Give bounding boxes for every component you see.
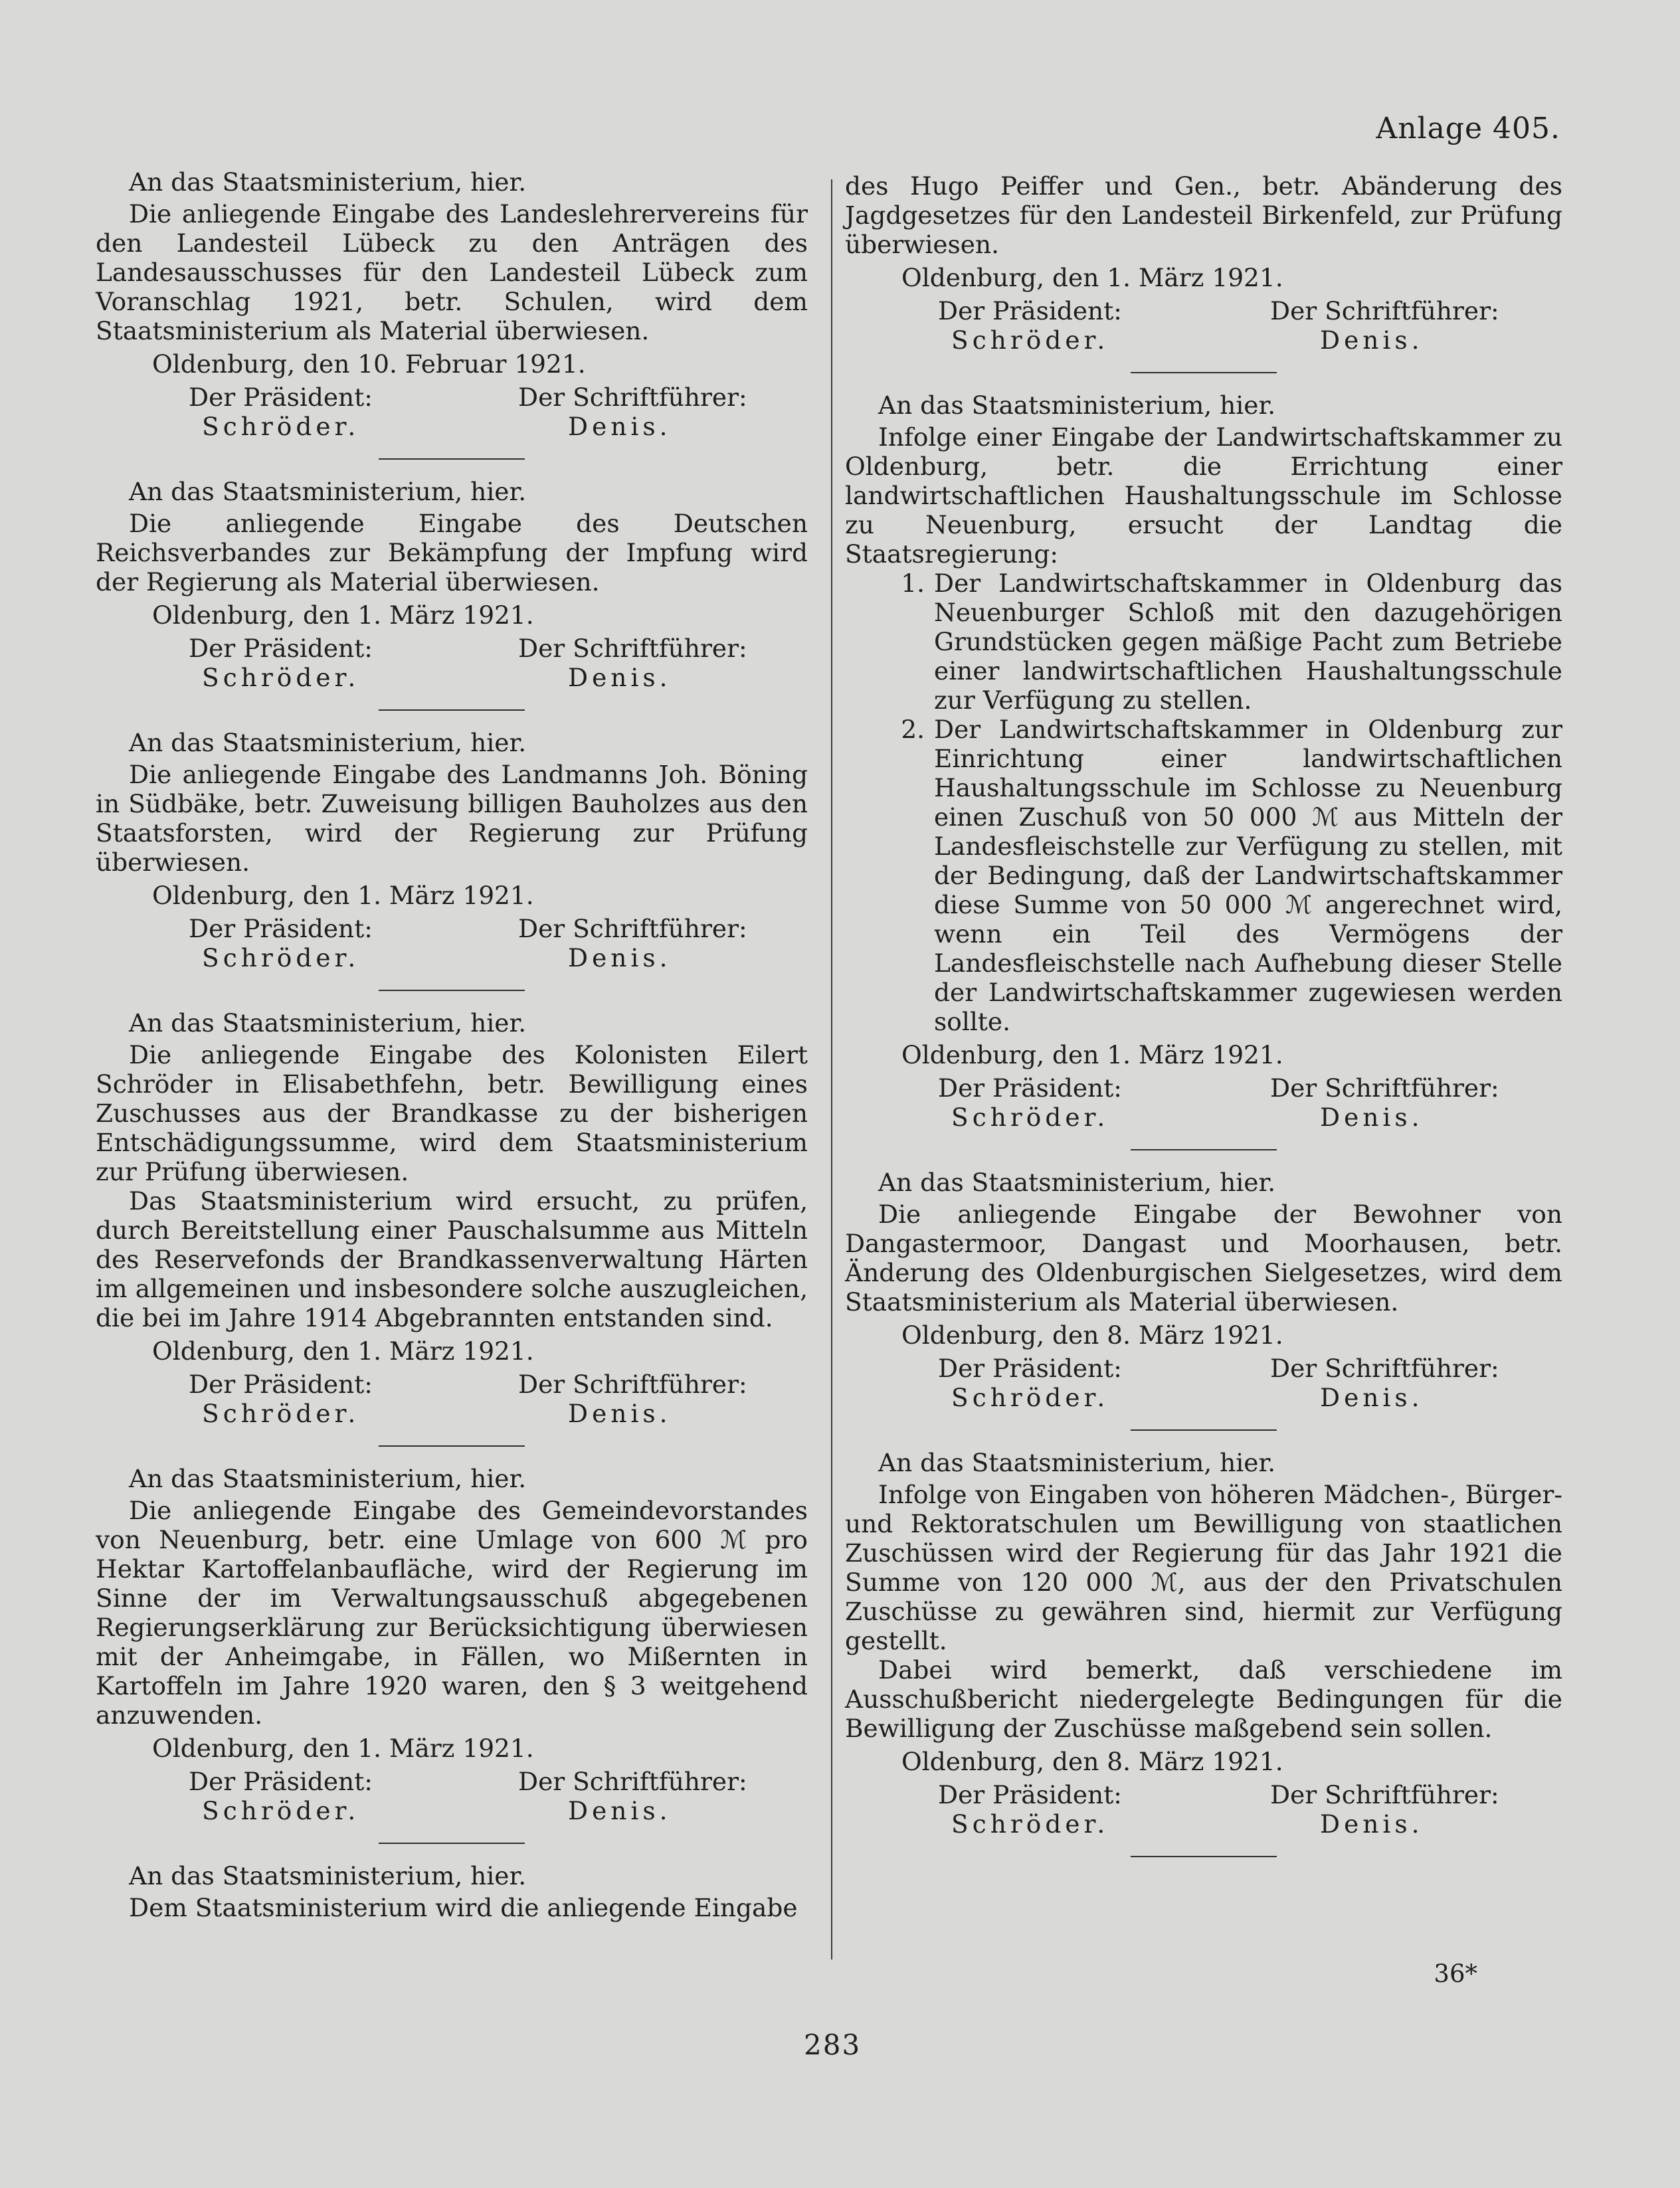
signature-block: [96, 383, 808, 441]
secretary-label: Der Schriftführer:: [518, 1370, 747, 1399]
resolution-section: [96, 1464, 808, 1825]
addressee-line: An das Staatsministerium, hier.: [129, 477, 527, 506]
continuation-text: [845, 171, 1562, 259]
president-name: Schröder.: [202, 412, 360, 441]
resolution-section: [845, 1448, 1562, 1839]
president-name: Schröder.: [202, 1796, 360, 1825]
president-name: Schröder.: [951, 1809, 1109, 1839]
section-rule: [379, 458, 525, 460]
president-name: Schröder.: [951, 1383, 1109, 1412]
president-name: Schröder.: [202, 663, 360, 692]
resolution-text: [96, 1040, 808, 1332]
item-number: 2.: [901, 715, 925, 744]
page-header: Anlage 405.: [1376, 112, 1560, 145]
secretary-label: Der Schriftführer:: [1270, 1780, 1499, 1809]
secretary-name: Denis.: [568, 1796, 672, 1825]
signature-block: [96, 634, 808, 692]
signature-block: [845, 296, 1562, 355]
paragraph: Infolge einer Eingabe der Landwirtschaftskammer zu Oldenburg, betr. die Errichtung einer landwirtschaftlichen Haushaltungsschule im Schlosse zu Neuenburg, ersucht der Landtag die Staatsregierung:: [845, 422, 1562, 569]
date-line: Oldenburg, den 1. März 1921.: [901, 263, 1283, 292]
signature-block: [845, 1780, 1562, 1839]
section-rule: [379, 709, 525, 711]
president-label: Der Präsident:: [938, 1780, 1122, 1809]
date-line: Oldenburg, den 8. März 1921.: [901, 1321, 1283, 1350]
secretary-label: Der Schriftführer:: [518, 634, 747, 663]
continuation-paragraph: des Hugo Peiffer und Gen., betr. Abänderung des Jagdgesetzes für den Landesteil Birkenfeld, zur Prüfung überwiesen.: [845, 171, 1562, 259]
numbered-list: [845, 569, 1562, 1036]
right-column: [845, 171, 1562, 1874]
addressee-line: An das Staatsministerium, hier.: [129, 1861, 527, 1890]
item-text: Der Landwirtschaftskammer in Oldenburg das Neuenburger Schloß mit den dazugehörigen Grundstücken gegen mäßige Pacht zum Betriebe einer landwirtschaftlichen Haushaltungsschule zur Verfügung zu stellen.: [934, 569, 1562, 715]
date-line: Oldenburg, den 1. März 1921.: [152, 1734, 534, 1763]
resolution-text: [96, 1893, 808, 1922]
date-line: Oldenburg, den 1. März 1921.: [152, 600, 534, 630]
president-label: Der Präsident:: [938, 1073, 1122, 1103]
addressee-line: An das Staatsministerium, hier.: [129, 728, 527, 757]
secretary-name: Denis.: [1320, 1809, 1424, 1839]
paragraph: Die anliegende Eingabe der Bewohner von Dangastermoor, Dangast und Moorhausen, betr. Änderung des Oldenburgischen Sielgesetzes, wird dem Staatsministerium als Material überwiesen.: [845, 1200, 1562, 1317]
signature-block: [96, 914, 808, 972]
date-line: Oldenburg, den 1. März 1921.: [152, 881, 534, 910]
addressee-line: An das Staatsministerium, hier.: [129, 1008, 527, 1038]
president-label: Der Präsident:: [189, 1370, 373, 1399]
signature-block: [96, 1767, 808, 1825]
paragraph: Die anliegende Eingabe des Landmanns Joh. Böning in Südbäke, betr. Zuweisung billigen Bauholzes aus den Staatsforsten, wird der Regierung zur Prüfung überwiesen.: [96, 760, 808, 877]
secretary-label: Der Schriftführer:: [518, 914, 747, 943]
item-text: Der Landwirtschaftskammer in Oldenburg zur Einrichtung einer landwirtschaftlichen Haushaltungsschule im Schlosse zu Neuenburg einen Zuschuß von 50 000 ℳ aus Mitteln der Landesfleischstelle zur Verfügung zu stellen, mit der Bedingung, daß der Landwirtschaftskammer diese Summe von 50 000 ℳ angerechnet wird, wenn ein Teil des Vermögens der Landesfleischstelle nach Aufhebung dieser Stelle der Landwirtschaftskammer zugewiesen werden sollte.: [934, 715, 1562, 1036]
date-line: Oldenburg, den 1. März 1921.: [152, 1336, 534, 1366]
addressee-line: An das Staatsministerium, hier.: [878, 1168, 1276, 1197]
president-label: Der Präsident:: [938, 1354, 1122, 1383]
paragraph: Dabei wird bemerkt, daß verschiedene im Ausschußbericht niedergelegte Bedingungen für die Bewilligung der Zuschüsse maßgebend sein sollen.: [845, 1655, 1562, 1743]
section-rule: [1131, 372, 1277, 373]
addressee-line: An das Staatsministerium, hier.: [878, 391, 1276, 420]
section-rule: [379, 1445, 525, 1447]
section-rule: [379, 990, 525, 991]
column-divider: [831, 179, 832, 1960]
paragraph: Dem Staatsministerium wird die anliegende Eingabe: [129, 1893, 798, 1922]
page-number: 283: [804, 2029, 862, 2061]
resolution-text: [96, 760, 808, 877]
secretary-name: Denis.: [568, 412, 672, 441]
paragraph: Die anliegende Eingabe des Kolonisten Eilert Schröder in Elisabethfehn, betr. Bewilligung eines Zuschusses aus der Brandkasse zu der bisherigen Entschädigungssumme, wird dem Staatsministerium zur Prüfung überwiesen.: [96, 1040, 808, 1186]
paragraph: Infolge von Eingaben von höheren Mädchen-, Bürger- und Rektoratschulen um Bewilligung von staatlichen Zuschüssen wird der Regierung für das Jahr 1921 die Summe von 120 000 ℳ, aus der den Privatschulen Zuschüsse zu gewähren sind, hiermit zur Verfügung gestellt.: [845, 1480, 1562, 1655]
president-label: Der Präsident:: [189, 914, 373, 943]
date-line: Oldenburg, den 8. März 1921.: [901, 1747, 1283, 1776]
left-column: [96, 167, 808, 1922]
secretary-name: Denis.: [568, 663, 672, 692]
president-label: Der Präsident:: [938, 296, 1122, 325]
resolution-text: [96, 509, 808, 596]
list-item: [845, 715, 1562, 1036]
resolution-section: [845, 1168, 1562, 1412]
resolution-text: [845, 1200, 1562, 1317]
list-item: [845, 569, 1562, 715]
section-rule: [1131, 1429, 1277, 1431]
resolution-section: [96, 1008, 808, 1428]
paragraph: Die anliegende Eingabe des Landeslehrervereins für den Landesteil Lübeck zu den Anträgen des Landesausschusses für den Landesteil Lübeck zum Voranschlag 1921, betr. Schulen, wird dem Staatsministerium als Material überwiesen.: [96, 199, 808, 345]
section-rule: [379, 1843, 525, 1844]
signature-block: [845, 1073, 1562, 1132]
resolution-section: [96, 728, 808, 972]
resolution-section: [845, 391, 1562, 1132]
resolution-section: [96, 167, 808, 441]
signature-block: [96, 1370, 808, 1428]
secretary-name: Denis.: [1320, 1383, 1424, 1412]
secretary-name: Denis.: [1320, 325, 1424, 355]
secretary-label: Der Schriftführer:: [518, 1767, 747, 1796]
signature-mark: 36*: [1434, 1960, 1477, 1988]
paragraph: Das Staatsministerium wird ersucht, zu prüfen, durch Bereitstellung einer Pauschalsumme aus Mitteln des Reservefonds der Brandkassenverwaltung Härten im allgemeinen und insbesondere solche auszugleichen, die bei im Jahre 1914 Abgebrannten entstanden sind.: [96, 1186, 808, 1332]
secretary-name: Denis.: [568, 943, 672, 972]
resolution-section: [96, 477, 808, 692]
resolution-text: [845, 1480, 1562, 1743]
president-name: Schröder.: [951, 325, 1109, 355]
president-name: Schröder.: [202, 943, 360, 972]
resolution-text: [96, 1496, 808, 1730]
resolution-text: [96, 199, 808, 345]
addressee-line: An das Staatsministerium, hier.: [878, 1448, 1276, 1477]
secretary-label: Der Schriftführer:: [1270, 1073, 1499, 1103]
date-line: Oldenburg, den 10. Februar 1921.: [152, 349, 586, 379]
president-name: Schröder.: [951, 1103, 1109, 1132]
date-line: Oldenburg, den 1. März 1921.: [901, 1040, 1283, 1069]
secretary-label: Der Schriftführer:: [1270, 296, 1499, 325]
section-rule: [1131, 1149, 1277, 1150]
addressee-line: An das Staatsministerium, hier.: [129, 1464, 527, 1493]
president-name: Schröder.: [202, 1399, 360, 1428]
secretary-name: Denis.: [1320, 1103, 1424, 1132]
addressee-line: An das Staatsministerium, hier.: [129, 167, 527, 197]
signature-block: [845, 1354, 1562, 1412]
resolution-section: [96, 1861, 808, 1922]
president-label: Der Präsident:: [189, 634, 373, 663]
section-rule: [1131, 1856, 1277, 1857]
item-number: 1.: [901, 569, 925, 598]
resolution-text: [845, 422, 1562, 1036]
president-label: Der Präsident:: [189, 383, 373, 412]
paragraph: Die anliegende Eingabe des Gemeindevorstandes von Neuenburg, betr. eine Umlage von 600 ℳ pro Hektar Kartoffelanbaufläche, wird der Regierung im Sinne der im Verwaltungsausschuß abgegebenen Regierungserklärung zur Berücksichtigung überwiesen mit der Anheimgabe, in Fällen, wo Mißernten in Kartoffeln im Jahre 1920 waren, den § 3 weitgehend anzuwenden.: [96, 1496, 808, 1730]
paragraph: Die anliegende Eingabe des Deutschen Reichsverbandes zur Bekämpfung der Impfung wird der Regierung als Material überwiesen.: [96, 509, 808, 596]
secretary-label: Der Schriftführer:: [518, 383, 747, 412]
president-label: Der Präsident:: [189, 1767, 373, 1796]
secretary-label: Der Schriftführer:: [1270, 1354, 1499, 1383]
secretary-name: Denis.: [568, 1399, 672, 1428]
